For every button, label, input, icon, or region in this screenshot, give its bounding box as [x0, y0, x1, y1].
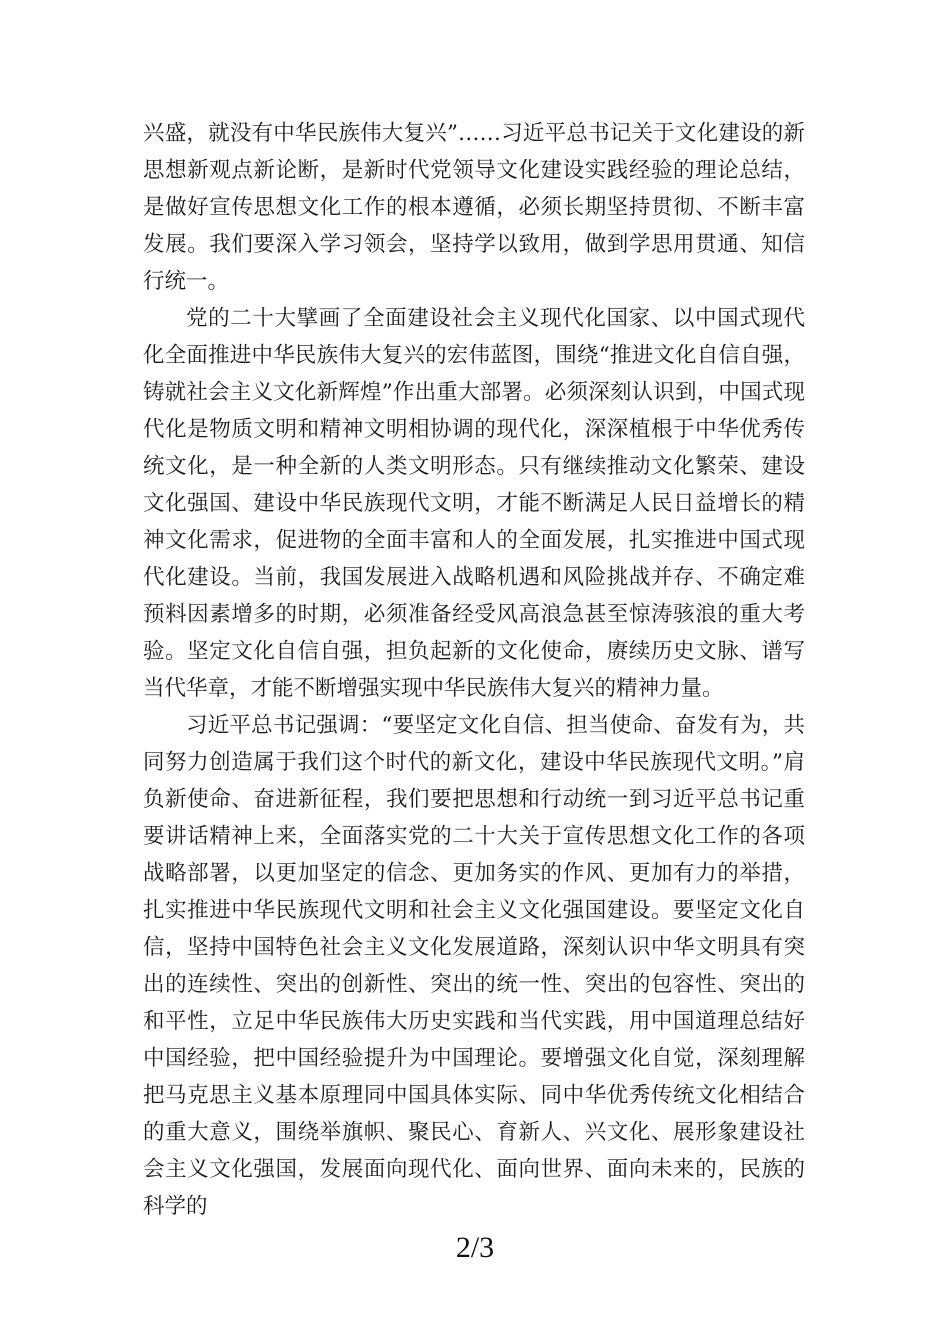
paragraph: 党的二十大擘画了全面建设社会主义现代化国家、以中国式现代化全面推进中华民族伟大复兴的宏伟蓝图，围绕“推进文化自信自强，铸就社会主义文化新辉煌”作出重大部署。必须深刻认识到，中国式现代化是物质文明和精神文明相协调的现代化，深深植根于中华优秀传统文化，是一种全新的人类文明形态。只有继续推动文化繁荣、建设文化强国、建设中华民族现代文明，才能不断满足人民日益增长的精神文化需求，促进物的全面丰富和人的全面发展，扎实推进中国式现代化建设。当前，我国发展进入战略机遇和风险挑战并存、不确定难预料因素增多的时期，必须准备经受风高浪急甚至惊涛骇浪的重大考验。坚定文化自信自强，担负起新的文化使命，赓续历史文脉、谱写当代华章，才能不断增强实现中华民族伟大复兴的精神力量。 — [143, 306, 805, 701]
paragraph: 习近平总书记强调：“要坚定文化自信、担当使命、奋发有为，共同努力创造属于我们这个时代的新文化，建设中华民族现代文明。”肩负新使命、奋进新征程，我们要把思想和行动统一到习近平总书记重要讲话精神上来，全面落实党的二十大关于宣传思想文化工作的各项战略部署，以更加坚定的信念、更加务实的作风、更加有力的举措，扎实推进中华民族现代文明和社会主义文化强国建设。要坚定文化自信，坚持中国特色社会主义文化发展道路，深刻认识中华文明具有突出的连续性、突出的创新性、突出的统一性、突出的包容性、突出的和平性，立足中华民族伟大历史实践和当代实践，用中国道理总结好中国经验，把中国经验提升为中国理论。要增强文化自觉，深刻理解把马克思主义基本原理同中国具体实际、同中华优秀传统文化相结合的重大意义，围绕举旗帜、聚民心、育新人、兴文化、展形象建设社会主义文化强国，发展面向现代化、面向世界、面向未来的，民族的科学的 — [143, 713, 805, 1219]
body-text — [143, 115, 805, 1225]
paragraph-continued: 兴盛，就没有中华民族伟大复兴”……习近平总书记关于文化建设的新思想新观点新论断，是新时代党领导文化建设实践经验的理论总结，是做好宣传思想文化工作的根本遵循，必须长期坚持贯彻、不断丰富发展。我们要深入学习领会，坚持学以致用，做到学思用贯通、知信行统一。 — [143, 121, 805, 294]
page-number: 2/3 — [455, 1231, 495, 1264]
